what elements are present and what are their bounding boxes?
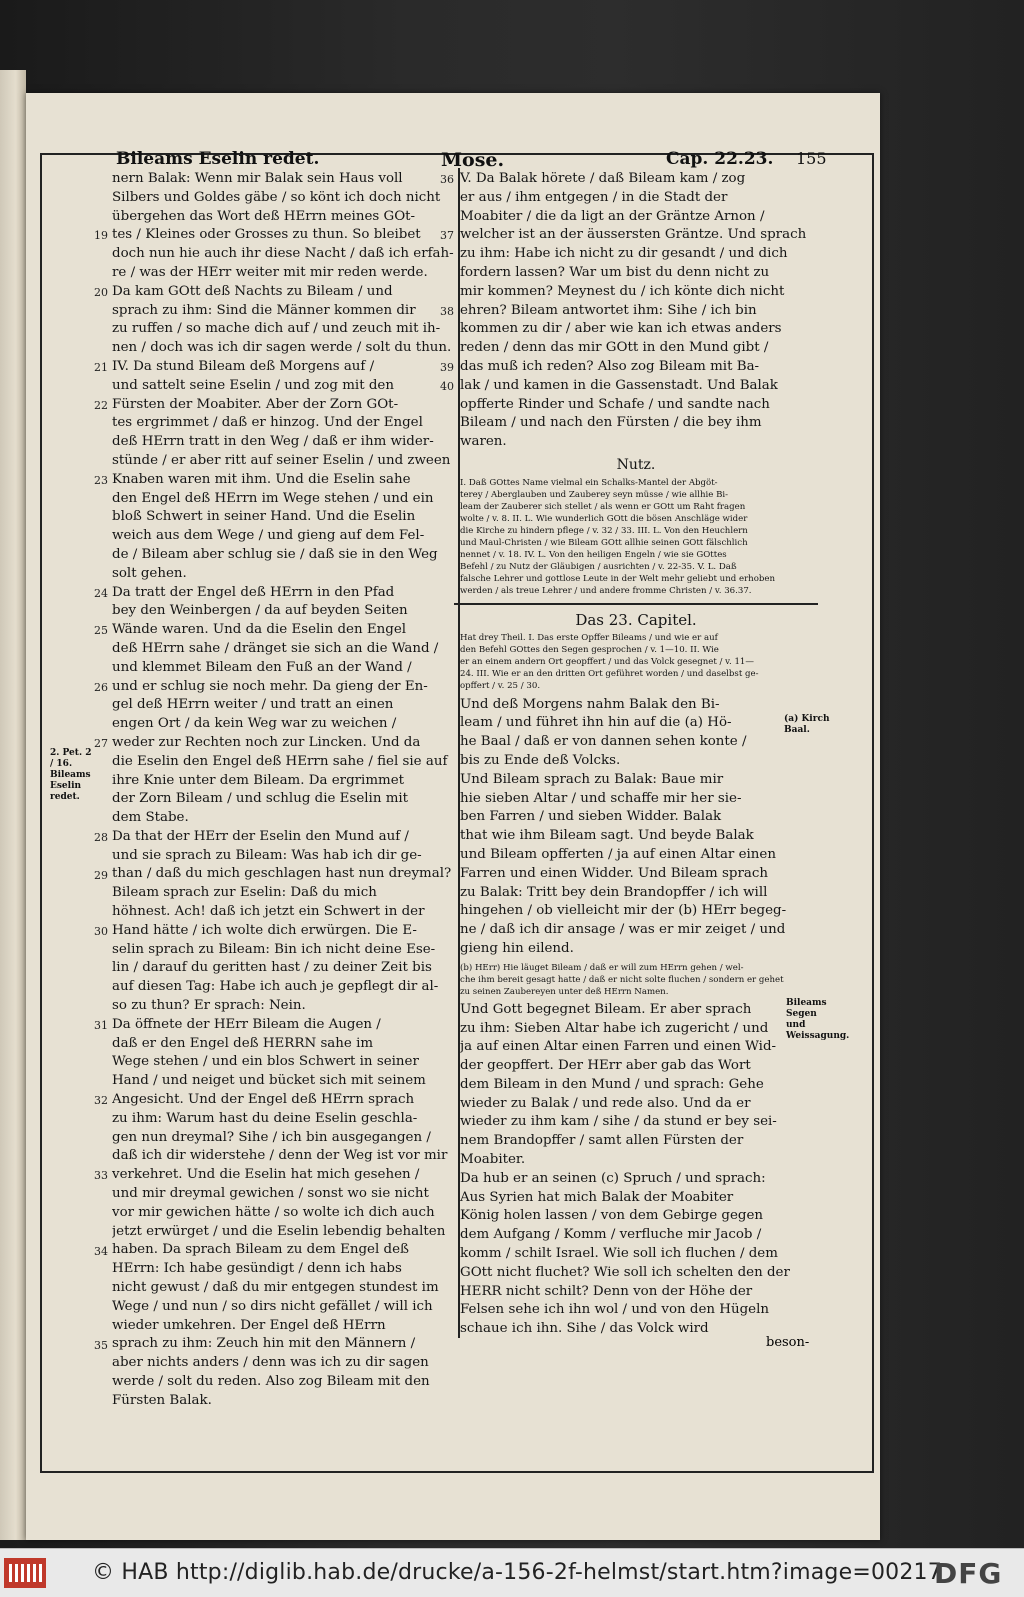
text-line: welcher ist an der äussersten Gräntze. Und sprach (460, 227, 807, 243)
text-line: Moabiter. (460, 1152, 526, 1168)
text-line: die Eselin den Engel deß HErrn sahe / fiel sie auf (112, 753, 448, 769)
text-line: werde / solt du reden. Also zog Bileam mit den (112, 1374, 430, 1389)
verse-number: 39 (440, 361, 454, 374)
text-line: ne / daß ich dir ansage / was er mir zeiget / und (460, 922, 786, 938)
footer-url[interactable]: © HAB http://diglib.hab.de/drucke/a-156-2f-helmst/start.htm?image=00217 (92, 1560, 942, 1585)
text-line: er aus / ihm entgegen / in die Stadt der (460, 189, 728, 205)
verse-number: 40 (440, 379, 454, 393)
section-rule (454, 603, 818, 605)
text-line: HErrn: Ich habe gesündigt / denn ich habs (112, 1261, 402, 1277)
footnote-line: (b) HErr) Hie läuget Bileam / daß er will zum HErrn gehen / wel- (460, 962, 744, 973)
text-line: Da hub er an seinen (c) Spruch / und sprach: (460, 1170, 766, 1186)
text-line: der geopffert. Der HErr aber gab das Wort (460, 1058, 751, 1074)
text-line: deß HErrn sahe / dränget sie sich an die Wand / (112, 640, 439, 656)
text-line: zu ruffen / so mache dich auf / und zeuch mit ih- (112, 321, 441, 337)
text-line: Angesicht. Und der Engel deß HErrn sprach (112, 1092, 415, 1108)
facing-page-edge (0, 70, 26, 1540)
footer-bar (0, 1548, 1024, 1597)
text-line: weder zur Rechten noch zur Lincken. Und da (112, 734, 421, 750)
verse-number: 25 (94, 624, 108, 638)
document-page (26, 93, 880, 1540)
text-line: Und deß Morgens nahm Balak den Bi- (460, 696, 720, 712)
text-line: Moabiter / die da ligt an der Gräntze Arnon / (460, 208, 765, 224)
text-line: zu ihm: Warum hast du deine Eselin geschla- (112, 1110, 418, 1126)
text-line: GOtt nicht fluchet? Wie soll ich schelten den der (460, 1264, 790, 1280)
text-line: so zu thun? Er sprach: Nein. (112, 998, 306, 1014)
text-line: dem Aufgang / Komm / verfluche mir Jacob / (460, 1227, 762, 1243)
text-line: daß er den Engel deß HERRN sahe im (112, 1035, 374, 1051)
verse-number: 23 (94, 473, 108, 487)
text-line: Felsen sehe ich ihn wol / und von den Hügeln (460, 1302, 769, 1318)
text-line: schaue ich ihn. Sihe / das Volck wird (460, 1321, 709, 1337)
text-line: dem Stabe. (112, 810, 189, 826)
text-line: mir kommen? Meynest du / ich könte dich nicht (460, 283, 785, 299)
verse-number: 21 (94, 361, 108, 374)
verse-number: 19 (94, 229, 108, 243)
text-line: Farren und einen Widder. Und Bileam sprach (460, 865, 768, 881)
verse-number: 33 (94, 1169, 108, 1183)
text-line: wieder umkehren. Der Engel deß HErrn (112, 1317, 386, 1333)
summary-line: den Befehl GOttes den Segen gesprochen / v. 1—10. II. Wie (460, 644, 719, 655)
text-line: zu ihm: Sieben Altar habe ich zugericht / und (460, 1020, 769, 1036)
text-line: Und Bileam sprach zu Balak: Baue mir (460, 771, 724, 787)
text-line: ja auf einen Altar einen Farren und einen Wid- (460, 1039, 777, 1055)
text-line: ben Farren / und sieben Widder. Balak (460, 809, 722, 825)
verse-number: 36 (440, 173, 454, 186)
text-line: und klemmet Bileam den Fuß an der Wand / (112, 659, 412, 675)
text-line: opfferte Rinder und Schafe / und sandte nach (460, 396, 770, 412)
text-line: V. Da Balak hörete / daß Bileam kam / zog (460, 171, 746, 186)
text-line: wieder zu ihm kam / sihe / da stund er bey sei- (460, 1114, 777, 1130)
text-line: gieng hin eilend. (460, 940, 574, 956)
verse-number: 34 (94, 1244, 108, 1258)
nutz-heading: Nutz. (616, 456, 656, 473)
margin-note-right-a: (a) Kirch Baal. (784, 714, 830, 735)
text-line: das muß ich reden? Also zog Bileam mit Ba- (460, 358, 760, 374)
text-line: bey den Weinbergen / da auf beyden Seiten (112, 603, 408, 619)
nutz-line: Befehl / zu Nutz der Gläubigen / ausrichten / v. 22-35. V. L. Daß (460, 561, 737, 572)
verse-number: 38 (440, 304, 454, 318)
nutz-line: I. Daß GOttes Name vielmal ein Schalks-Mantel der Abgöt- (460, 477, 718, 488)
chapter-title: Das 23. Capitel. (575, 610, 697, 629)
text-line: fordern lassen? War um bist du denn nicht zu (460, 264, 770, 280)
nutz-line: wolte / v. 8. II. L. Wie wunderlich GOtt die bösen Anschläge wider (460, 513, 748, 524)
text-line: gen nun dreymal? Sihe / ich bin ausgegangen / (112, 1129, 431, 1145)
chapter-text (460, 696, 812, 959)
catchword: beson- (766, 1335, 810, 1350)
text-line: that wie ihm Bileam sagt. Und beyde Balak (460, 828, 754, 844)
text-line: daß ich dir widerstehe / denn der Weg ist vor mir (112, 1148, 448, 1164)
text-line: den Engel deß HErrn im Wege stehen / und ein (112, 490, 434, 506)
nutz-line: die Kirche zu hindern pflege / v. 32 / 33. III. L. Von den Heuchlern (460, 525, 748, 536)
text-line: haben. Da sprach Bileam zu dem Engel deß (112, 1242, 409, 1258)
text-line: doch nun hie auch ihr diese Nacht / daß ich erfah- (112, 246, 454, 262)
text-line: Wege stehen / und ein blos Schwert in seiner (112, 1054, 419, 1070)
text-line: lak / und kamen in die Gassenstadt. Und Balak (460, 377, 778, 393)
hab-logo-icon (4, 1558, 46, 1588)
text-line: nem Brandopffer / samt allen Fürsten der (460, 1133, 744, 1149)
text-line: than / daß du mich geschlagen hast nun dreymal? (112, 866, 452, 882)
verse-number: 24 (94, 586, 108, 600)
margin-note-left: 2. Pet. 2 / 16. Bileams Eselin redet. (50, 748, 92, 802)
text-line: ihre Knie unter dem Bileam. Da ergrimmet (112, 772, 405, 788)
text-line: Silbers und Goldes gäbe / so könt ich doch nicht (112, 189, 441, 205)
left-text-column (112, 170, 466, 1411)
chapter-text-continued (460, 1001, 812, 1339)
text-line: tes / Kleines oder Grosses zu thun. So bleibet (112, 227, 421, 243)
text-line: bloß Schwert in seiner Hand. Und die Eselin (112, 509, 416, 525)
nutz-line: terey / Aberglauben und Zauberey seyn müsse / wie allhie Bi- (460, 489, 729, 500)
nutz-line: nennet / v. 18. IV. L. Von den heiligen Engeln / wie sie GOttes (460, 549, 727, 560)
text-line: Hand hätte / ich wolte dich erwürgen. Die E- (112, 922, 417, 938)
text-line: IV. Da stund Bileam deß Morgens auf / (112, 358, 375, 374)
text-line: nicht gewust / daß du mir entgegen stundest im (112, 1280, 439, 1296)
nutz-line: und Maul-Christen / wie Bileam GOtt allhie seinen GOtt fälschlich (460, 537, 748, 548)
text-line: Fürsten Balak. (112, 1392, 212, 1408)
footnote-line: zu seinen Zaubereyen unter deß HErrn Namen. (460, 986, 669, 997)
text-line: und sie sprach zu Bileam: Was hab ich dir ge- (112, 847, 422, 863)
text-line: weich aus dem Wege / und gieng auf dem Fel- (112, 528, 425, 544)
text-line: dem Bileam in den Mund / und sprach: Gehe (460, 1076, 764, 1092)
verse-number: 27 (94, 737, 108, 750)
text-line: leam / und führet ihn hin auf die (a) Hö- (460, 715, 732, 731)
nutz-line: werden / als treue Lehrer / und andere fromme Christen / v. 36.37. (460, 585, 752, 596)
verse-number: 22 (94, 398, 108, 412)
summary-line: 24. III. Wie er an den dritten Ort geführet worden / und daselbst ge- (460, 668, 759, 679)
text-line: bis zu Ende deß Volcks. (460, 752, 621, 768)
running-head-left: Bileams Eselin redet. (116, 149, 320, 169)
verse-number: 29 (94, 868, 108, 882)
text-line: Da that der HErr der Eselin den Mund auf / (112, 828, 409, 844)
text-line: solt gehen. (112, 565, 187, 581)
text-line: und mir dreymal gewichen / sonst wo sie nicht (112, 1186, 429, 1202)
verse-number: 31 (94, 1019, 108, 1032)
text-line: vor mir gewichen hätte / so wolte ich dich auch (112, 1204, 435, 1220)
text-line: aber nichts anders / denn was ich zu dir sagen (112, 1355, 429, 1371)
dfg-logo: DFG (934, 1557, 1003, 1590)
right-text-column (460, 170, 812, 1339)
verse-number: 28 (94, 831, 108, 844)
footnote-line: che ihm bereit gesagt hatte / daß er nicht solte fluchen / sondern er gehet (460, 974, 784, 985)
text-line: hie sieben Altar / und schaffe mir her sie- (460, 790, 742, 806)
text-line: Hand / und neiget und bücket sich mit seinem (112, 1073, 426, 1089)
margin-note-right-b: Bileams Segen und Weissagung. (786, 998, 850, 1041)
text-line: und er schlug sie noch mehr. Da gieng der En- (112, 678, 428, 694)
text-line: der Zorn Bileam / und schlug die Eselin mit (112, 791, 409, 807)
text-line: Knaben waren mit ihm. Und die Eselin sahe (112, 471, 411, 487)
text-line: lin / darauf du geritten hast / zu deiner Zeit bis (112, 960, 432, 976)
text-line: auf diesen Tag: Habe ich auch je gepflegt dir al- (112, 979, 439, 995)
text-line: sprach zu ihm: Sind die Männer kommen dir (112, 302, 416, 318)
text-line: Bileam sprach zur Eselin: Daß du mich (112, 885, 377, 901)
text-line: de / Bileam aber schlug sie / daß sie in den Weg (112, 546, 438, 562)
text-line: zu ihm: Habe ich nicht zu dir gesandt / und dich (460, 246, 788, 262)
text-line: wieder zu Balak / und rede also. Und da er (460, 1095, 751, 1111)
text-line: hingehen / ob vielleicht mir der (b) HErr begeg- (460, 903, 787, 919)
chapter-summary (460, 632, 812, 692)
text-line: Fürsten der Moabiter. Aber der Zorn GOt- (112, 396, 399, 412)
text-line: verkehret. Und die Eselin hat mich gesehen / (112, 1167, 420, 1183)
verse-number: 35 (94, 1338, 108, 1352)
text-line: reden / denn das mir GOtt in den Mund gibt / (460, 340, 769, 356)
chapter-22-conclusion (460, 170, 812, 452)
text-line: ehren? Bileam antwortet ihm: Sihe / ich bin (460, 302, 757, 318)
text-line: höhnest. Ach! daß ich jetzt ein Schwert in der (112, 904, 425, 920)
text-line: übergehen das Wort deß HErrn meines GOt- (112, 208, 416, 224)
verse-number: 32 (94, 1094, 108, 1108)
text-line: stünde / er aber ritt auf seiner Eselin / und zween (112, 452, 451, 468)
nutz-line: falsche Lehrer und gottlose Leute in der Welt mehr geliebt und erhoben (460, 573, 776, 584)
text-line: nen / doch was ich dir sagen werde / solt du thun. (112, 340, 452, 356)
text-line: komm / schilt Israel. Wie soll ich fluchen / dem (460, 1246, 778, 1262)
text-line: he Baal / daß er von dannen sehen konte / (460, 734, 747, 750)
text-line: Wege / und nun / so dirs nicht gefället / will ich (112, 1298, 433, 1314)
text-line: waren. (460, 434, 507, 450)
text-line: tes ergrimmet / daß er hinzog. Und der Engel (112, 415, 423, 431)
running-head-right: Cap. 22.23. (666, 149, 774, 169)
text-line: jetzt erwürget / und die Eselin lebendig behalten (112, 1223, 446, 1239)
text-line: selin sprach zu Bileam: Bin ich nicht deine Ese- (112, 941, 436, 957)
text-line: engen Ort / da kein Weg war zu weichen / (112, 716, 397, 732)
nutz-line: leam der Zauberer sich stellet / als wenn er GOtt um Raht fragen (460, 501, 746, 512)
verse-number: 30 (94, 925, 108, 938)
text-line: Da kam GOtt deß Nachts zu Bileam / und (112, 283, 393, 299)
text-line: HERR nicht schilt? Denn von der Höhe der (460, 1283, 753, 1299)
text-line: gel deß HErrn weiter / und tratt an einen (112, 697, 394, 713)
text-line: Aus Syrien hat mich Balak der Moabiter (460, 1189, 734, 1205)
text-line: sprach zu ihm: Zeuch hin mit den Männern / (112, 1336, 416, 1352)
text-line: Bileam / und nach den Fürsten / die bey ihm (460, 415, 762, 431)
verse-number: 37 (440, 229, 454, 243)
verse-number: 20 (94, 285, 108, 299)
running-head-center: Mose. (441, 149, 505, 171)
text-line: und sattelt seine Eselin / und zog mit den (112, 377, 394, 393)
text-line: und Bileam opfferten / ja auf einen Altar einen (460, 846, 776, 862)
text-line: Und Gott begegnet Bileam. Er aber sprach (460, 1001, 752, 1017)
text-line: Wände waren. Und da die Eselin den Engel (112, 622, 407, 638)
text-line: kommen zu dir / aber wie kan ich etwas anders (460, 321, 782, 337)
summary-line: opffert / v. 25 / 30. (460, 680, 541, 691)
verse-number: 26 (94, 680, 108, 694)
summary-line: er an einem andern Ort geopffert / und das Volck gesegnet / v. 11— (460, 656, 754, 667)
footnote-b (460, 962, 812, 998)
text-line: nern Balak: Wenn mir Balak sein Haus voll (112, 171, 403, 186)
text-line: Da tratt der Engel deß HErrn in den Pfad (112, 584, 395, 600)
summary-line: Hat drey Theil. I. Das erste Opffer Bileams / und wie er auf (460, 632, 718, 643)
nutz-block (460, 477, 812, 597)
text-line: deß HErrn tratt in den Weg / daß er ihm wider- (112, 434, 434, 450)
text-line: Da öffnete der HErr Bileam die Augen / (112, 1016, 381, 1032)
text-line: König holen lassen / von dem Gebirge gegen (460, 1208, 764, 1224)
text-line: re / was der HErr weiter mit mir reden werde. (112, 264, 428, 280)
text-line: zu Balak: Tritt bey dein Brandopffer / ich will (460, 884, 768, 900)
page-number: 155 (796, 149, 827, 168)
